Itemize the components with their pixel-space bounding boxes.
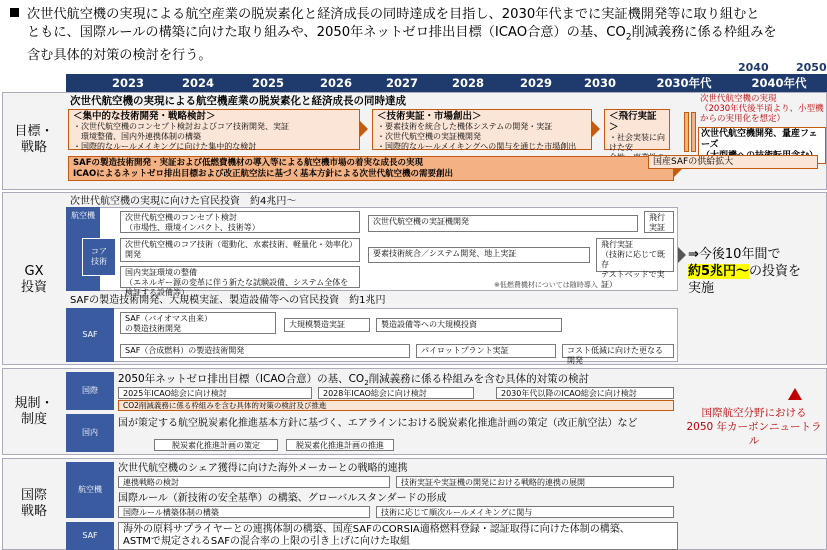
goals-box3-title: ＜飛行実証＞ xyxy=(609,111,657,133)
header-line-2 xyxy=(10,24,819,47)
reg-carbon-target xyxy=(682,406,826,448)
intl-b-title: 国際ルール（新技術の安全基準）の構築、グローバルスタンダードの形成 xyxy=(118,493,447,504)
header-line-1 xyxy=(10,6,819,24)
gx-cat-core: コア 技術 xyxy=(82,238,116,276)
arrow-head-icon xyxy=(592,121,600,137)
intl-cat-saf: SAF xyxy=(66,522,114,550)
gx-r1-demo-dev: 次世代航空機の実証機開発 xyxy=(368,215,638,232)
goals-box-demo xyxy=(372,109,592,150)
gx-cat-saf: SAF xyxy=(66,308,114,362)
intl-b2: 技術に応じて順次ルールメイキングに関与 xyxy=(376,506,674,518)
reg-d2: 脱炭素化推進計画の推進 xyxy=(286,439,394,451)
goals-box1-line: ・次世代航空機のコンセプト検討およびコア技術開発、実証 xyxy=(73,122,289,131)
year-label: 2024 xyxy=(181,76,214,90)
goals-box-tech-dev xyxy=(68,109,360,150)
header-line-2-text: ともに、国際ルールの構築に向けた取り組みや、2050年ネットゼロ排出目標（ICAO合意）の基、CO xyxy=(27,24,626,40)
reg-intl-title-pre: 2050年ネットゼロ排出目標（ICAO合意）の基、CO xyxy=(118,373,365,385)
year-label: 2026 xyxy=(319,76,352,90)
gx-r3a: 国内実証環境の整備 xyxy=(125,268,197,277)
intl-saf-box xyxy=(118,522,678,550)
goals-right-box: 次世代航空機開発、量産フェーズ xyxy=(698,127,826,164)
goals-saf-line-1: SAFの製造技術開発・実証および低燃費機材の導入等による航空機市場の着実な成長の実現 xyxy=(73,158,424,168)
reg-cat-dom: 国内 xyxy=(66,414,114,452)
year-label: 2023 xyxy=(111,76,144,90)
arrow-head-icon xyxy=(360,121,368,137)
goals-box-flight xyxy=(604,109,670,150)
gx-s1-bio xyxy=(120,312,276,334)
gx-r2a: 次世代航空機のコア技術（電動化、水素技術、軽量化・効率化） xyxy=(125,240,357,249)
goals-saf-arrow xyxy=(68,156,674,181)
bullet-square-icon xyxy=(10,8,19,17)
reg-i3: 2030年代以降のICAO総会に向け検討 xyxy=(496,387,674,399)
gx-invest-line-3: 実施 xyxy=(688,281,715,296)
goals-right-note: 次世代航空機の実現 （2030年代後半頃より、小型機からの実用化を想定） xyxy=(700,94,824,124)
gx-cat-aircraft: 航空機 xyxy=(66,207,100,291)
vertical-marker xyxy=(691,112,696,152)
header-text xyxy=(0,0,827,62)
reg-d1: 脱炭素化推進計画の策定 xyxy=(154,439,278,451)
goals-box1-line: 環境整備、国内外連携体制の構築 xyxy=(73,132,201,141)
gx-investment-text xyxy=(688,246,824,297)
header-line-2-end: 削減義務に係る枠組みを xyxy=(631,24,777,40)
reg-i1: 2025年ICAO総会に向け検討 xyxy=(118,387,312,399)
reg-cat-intl: 国際 xyxy=(66,372,114,410)
gx-invest2a: 約5兆円～ xyxy=(688,264,750,279)
top-year-2040: 2040 xyxy=(738,61,769,74)
header-line-3: 含む具体的対策の検討を行う。 xyxy=(27,47,212,63)
gx-r2b: 開発 xyxy=(125,250,141,259)
goals-box2-line: ・次世代航空機の実証機開発 xyxy=(377,132,481,141)
gx-r3-env xyxy=(120,266,360,297)
gx-r2-integration: 要素技術統合／システム開発、地上実証 xyxy=(368,247,590,263)
section-label-goals: 目標・ 戦略 xyxy=(14,124,54,155)
gx-invest2b: の投資を xyxy=(749,264,802,279)
reg-intl-title-post: 削減義務に係る枠組みを含む具体的対策の検討 xyxy=(368,373,590,385)
vertical-marker xyxy=(684,112,689,152)
reg-dom-title: 国が策定する航空脱炭素化推進基本方針に基づく、エアラインにおける脱炭素化推進計画の策定（改正航空法）など xyxy=(118,418,638,429)
arrow-head-icon xyxy=(678,247,686,263)
timeline-bar xyxy=(66,74,827,92)
gx-invest-line-2 xyxy=(688,263,824,280)
header-line-2-sub: 2 xyxy=(625,32,632,43)
goals-saf-line-2: ICAOによるネットゼロ排出目標および改正航空法に基づく基本方針による次世代航空機の需要創出 xyxy=(73,169,453,179)
gx-r1-flight: 飛行 実証 xyxy=(644,211,674,233)
section-label-gx: GX 投資 xyxy=(20,264,47,295)
intl-b1: 国際ルール構築体制の構築 xyxy=(118,506,370,518)
section-label-intl: 国際 戦略 xyxy=(20,488,47,519)
gx-invest-line-1: ⇒今後10年間で xyxy=(688,247,781,262)
gx-r3-note: ※低燃費機材については随時導入 xyxy=(494,281,598,289)
reg-intl-title-sub: 2 xyxy=(364,379,369,388)
gx-r1b: （市場性、環境インパクト、技術等） xyxy=(125,223,260,232)
goals-box2-line: ・国際的なルールメイキングへの関与を通じた市場創出 xyxy=(377,142,577,151)
gx-title-2: SAFの製造技術開発、大規模実証、製造設備等への官民投資 約1兆円 xyxy=(70,295,386,306)
gx-title-1: 次世代航空機の実現に向けた官民投資 約4兆円～ xyxy=(70,196,297,207)
year-label: 2030年代 xyxy=(656,76,712,90)
gx-r2-core-tech xyxy=(120,238,360,262)
warning-triangle-icon xyxy=(788,388,802,400)
header-line-1-text: 次世代航空機の実現による航空産業の脱炭素化と経済成長の同時達成を目指し、2030年代までに実証機開発等に取り組むと xyxy=(27,7,760,22)
gx-r1a: 次世代航空機のコンセプト検討 xyxy=(125,213,237,222)
reg-carbon-2: 2050 年カーボンニュートラル xyxy=(686,421,822,447)
goals-box3-line: ・社会実装に向けた安 xyxy=(609,133,665,152)
goals-box1-title: ＜集中的な技術開発・戦略検討＞ xyxy=(73,111,216,122)
gx-s2-pilot: パイロットプラント実証 xyxy=(416,344,556,358)
year-label: 2028 xyxy=(451,76,484,90)
gx-invest1: 今後10年間で xyxy=(698,247,781,262)
intl-a-title: 次世代航空機のシェア獲得に向けた海外メーカーとの戦略的連携 xyxy=(118,463,408,474)
section-label-reg: 規制・ 制度 xyxy=(14,396,54,427)
year-label: 2040年代 xyxy=(751,76,807,90)
intl-cat-aircraft: 航空機 xyxy=(66,462,114,518)
year-label: 2030 xyxy=(583,76,616,90)
gx-r2-flight: 飛行実証 （技術に応じて既存 テストベッドで実証） xyxy=(596,238,674,272)
intl-saf-line-2: ASTMで規定されるSAFの混合率の上限の引き上げに向けた取組 xyxy=(123,536,411,547)
gx-r1-concept xyxy=(120,211,360,233)
year-label: 2025 xyxy=(251,76,284,90)
goals-box1-line: ・国際的なルールメイキングに向けた集中的な検討 xyxy=(73,142,257,151)
intl-a1: 連携戦略の検討 xyxy=(118,476,390,488)
gx-s1a: SAF（バイオマス由来） xyxy=(125,314,213,323)
intl-saf-line-1: 海外の原料サプライヤーとの連携体制の構築、国産SAFのCORSIA適格燃料登録・認証取得に向けた体制の構築、 xyxy=(123,524,630,535)
goals-saf-supply: 国産SAFの供給拡大 xyxy=(648,155,818,169)
gx-s1-invest: 製造設備等への大規模投資 xyxy=(376,318,562,332)
gx-s1b: の製造技術開発 xyxy=(125,324,181,333)
top-year-2050: 2050 xyxy=(796,61,827,74)
reg-i2: 2028年ICAO総会に向け検討 xyxy=(318,387,474,399)
year-label: 2029 xyxy=(519,76,552,90)
goals-box2-line: ・要素技術を統合した機体システムの開発・実証 xyxy=(377,122,553,131)
goals-box2-title: ＜技術実証・市場創出＞ xyxy=(377,111,482,122)
gx-s1-scale: 大規模製造実証 xyxy=(284,318,370,332)
gx-s2-synth: SAF（合成燃料）の製造技術開発 xyxy=(120,344,410,358)
intl-a2: 技術実証や実証機の開発における戦略的連携の展開 xyxy=(396,476,674,488)
reg-carbon-1: 国際航空分野における xyxy=(701,407,807,419)
reg-i4: CO2削減義務に係る枠組みを含む具体的対策の検討及び推進 xyxy=(118,400,674,411)
gx-r3b: （エネルギー源の変革に伴う新たな試験設備、システム全体を検証する設備等） xyxy=(125,278,349,297)
goals-title: 次世代航空機の実現による航空機産業の脱炭素化と経済成長の同時達成 xyxy=(70,95,406,107)
gx-s2-cost: コスト低減に向けた更なる開発 xyxy=(562,344,674,358)
year-label: 2027 xyxy=(385,76,418,90)
